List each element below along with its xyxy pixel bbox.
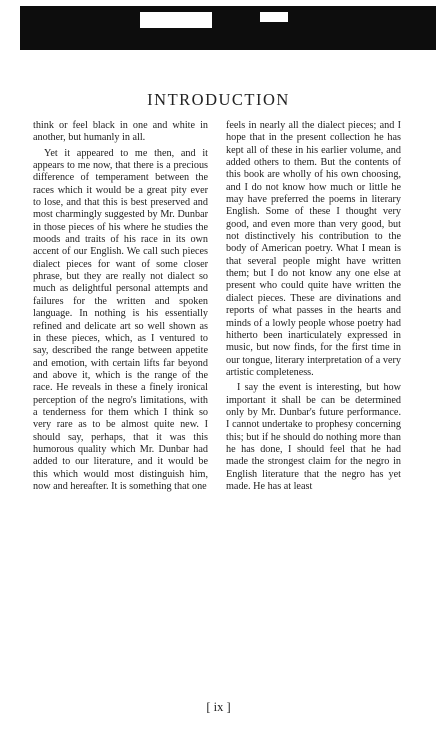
left-paragraph-1: think or feel black in one and white in another, but humanly in all.: [33, 120, 208, 144]
left-column: [33, 120, 208, 493]
right-paragraph-2: I say the event is interesting, but how important it shall be can be determined only by Mr. Dunbar's future performance. I cannot undertake to prophesy concerning this; but if he should do nothing more than he has done, I should feel that he had made the strongest claim for the negro in English literature that the negro has yet made. He has at least: [226, 382, 401, 492]
right-column: [226, 120, 401, 493]
redaction-bar: [20, 6, 436, 50]
page-number: [ ix ]: [206, 700, 231, 714]
page-title: INTRODUCTION: [147, 90, 290, 109]
redaction-gap-right: [260, 12, 288, 22]
left-paragraph-2: Yet it appeared to me then, and it appears to me now, that there is a precious difference of temperament between the races which it would be a great pity ever to lose, and that this is best preserved and most charmingly suggested by Mr. Dunbar in those pieces of his where he studies the moods and traits of his race in its own accent of our English. We call such pieces dialect pieces for want of some closer phrase, but they are really not dialect so much as delightful personal attempts and failures for the written and spoken language. In nothing is his essentially refined and delicate art so well shown as in these pieces, which, as I ventured to say, described the range between appetite and emotion, with certain lifts far beyond and above it, which is the range of the race. He reveals in these a finely ironical perception of the negro's limitations, with a tenderness for them which I think so very rare as to be almost quite new. I should say, perhaps, that it was this humorous quality which Mr. Dunbar had added to our literature, and it would be this which would most distinguish him, now and hereafter. It is something that one: [33, 147, 208, 492]
redaction-gap-left: [140, 12, 212, 28]
right-paragraph-1: feels in nearly all the dialect pieces; and I hope that in the present collection he has kept all of these in his earlier volume, and added others to them. But the contents of this book are wholly of his own choosing, and I do not know how much or little he may have preferred the poems in literary English. Some of these I thought very good, and even more than very good, but not distinctively his contribution to the body of American poetry. What I mean is that several people might have written them; but I do not know any one else at present who could quite have written the dialect pieces. These are divinations and reports of what passes in the hearts and minds of a lowly people whose poetry had hitherto been inarticulately expressed in music, but now finds, for the first time in our tongue, literary interpretation of a very artistic completeness.: [226, 120, 401, 378]
